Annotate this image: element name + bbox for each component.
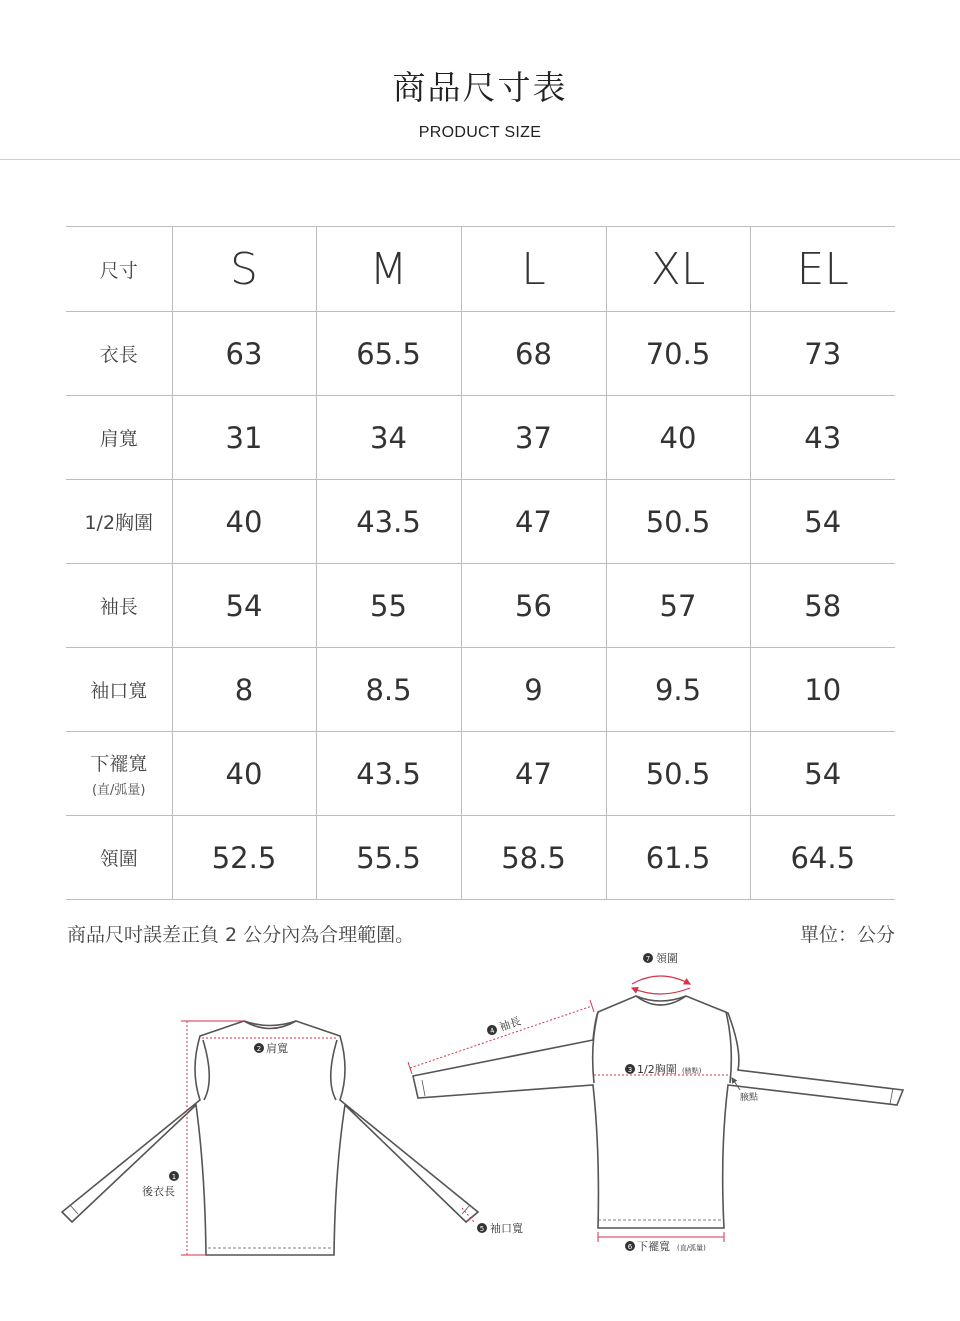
table-cell: 61.5	[606, 816, 750, 900]
table-cell: 47	[461, 732, 606, 816]
table-cell: 43.5	[316, 480, 461, 564]
table-cell: 31	[172, 396, 316, 480]
size-col-header: L	[461, 227, 606, 312]
size-corner-label: 尺寸	[66, 227, 172, 312]
size-col-header: M	[316, 227, 461, 312]
cuff-num: 5	[479, 1225, 485, 1233]
table-cell: 64.5	[750, 816, 895, 900]
row-label	[66, 564, 172, 648]
table-row	[66, 480, 895, 564]
chest-num: 3	[627, 1066, 633, 1074]
page-subtitle: PRODUCT SIZE	[418, 124, 542, 141]
row-label	[66, 648, 172, 732]
table-row	[66, 564, 895, 648]
row-label	[66, 480, 172, 564]
hem-label: 下襬寬	[637, 1240, 670, 1253]
row-label	[66, 732, 172, 816]
table-cell: 9.5	[606, 648, 750, 732]
size-header-row	[66, 227, 895, 312]
table-cell: 54	[750, 480, 895, 564]
shirt-front-outline	[413, 996, 903, 1228]
unit-label: 單位：公分	[799, 924, 895, 946]
table-cell: 70.5	[606, 312, 750, 396]
table-cell: 54	[172, 564, 316, 648]
row-label-text: 肩寬	[99, 428, 138, 450]
row-label-text: 領圍	[99, 848, 138, 870]
table-row	[66, 648, 895, 732]
table-row	[66, 816, 895, 900]
shoulder-label: 肩寬	[266, 1042, 288, 1055]
chest-sublabel: (腋點)	[682, 1067, 702, 1075]
row-label-text: 下襬寬	[90, 753, 148, 775]
row-label	[66, 396, 172, 480]
table-cell: 9	[461, 648, 606, 732]
shirt-back-outline	[62, 1021, 478, 1255]
size-col-header: XL	[606, 227, 750, 312]
table-row	[66, 396, 895, 480]
size-table	[66, 226, 895, 900]
measurement-diagram	[0, 940, 960, 1321]
table-cell: 68	[461, 312, 606, 396]
neck-label: 領圍	[656, 952, 678, 965]
back-length-marker	[181, 1021, 245, 1255]
size-col-header: EL	[750, 227, 895, 312]
table-cell: 8.5	[316, 648, 461, 732]
table-cell: 34	[316, 396, 461, 480]
table-cell: 63	[172, 312, 316, 396]
table-cell: 8	[172, 648, 316, 732]
back-length-num: 1	[171, 1173, 177, 1181]
table-cell: 37	[461, 396, 606, 480]
sleeve-num: 4	[488, 1026, 496, 1036]
row-label-text: 袖長	[99, 596, 138, 618]
row-label	[66, 816, 172, 900]
table-cell: 58	[750, 564, 895, 648]
cuff-label: 袖口寬	[490, 1222, 523, 1235]
hem-sublabel: (直/弧量)	[677, 1244, 706, 1252]
table-cell: 40	[172, 732, 316, 816]
table-cell: 43.5	[316, 732, 461, 816]
shoulder-num: 2	[256, 1045, 262, 1053]
table-cell: 55.5	[316, 816, 461, 900]
table-cell: 55	[316, 564, 461, 648]
table-cell: 47	[461, 480, 606, 564]
row-label-subtext: (直/弧量)	[91, 783, 146, 798]
table-cell: 10	[750, 648, 895, 732]
header-divider	[0, 159, 960, 160]
row-label	[66, 312, 172, 396]
row-label-text: 1/2胸圍	[84, 512, 154, 534]
table-cell: 50.5	[606, 480, 750, 564]
neck-num: 7	[645, 955, 651, 963]
sleeve-label: 袖長	[497, 1014, 523, 1035]
table-cell: 73	[750, 312, 895, 396]
sleeve-annotation	[485, 1014, 523, 1039]
table-cell: 40	[172, 480, 316, 564]
table-cell: 57	[606, 564, 750, 648]
armpit-pointer	[732, 1078, 740, 1090]
row-label-text: 袖口寬	[90, 680, 148, 702]
table-cell: 56	[461, 564, 606, 648]
tolerance-note: 商品尺吋誤差正負 2 公分內為合理範圍。	[67, 924, 415, 946]
table-cell: 43	[750, 396, 895, 480]
row-label-text: 衣長	[99, 344, 138, 366]
table-cell: 65.5	[316, 312, 461, 396]
sleeve-marker	[408, 1000, 594, 1074]
table-cell: 40	[606, 396, 750, 480]
armpit-label: 腋點	[740, 1093, 759, 1103]
table-cell: 58.5	[461, 816, 606, 900]
hem-num: 6	[627, 1243, 633, 1251]
chest-label: 1/2胸圍	[637, 1063, 677, 1076]
size-col-header: S	[172, 227, 316, 312]
back-length-label: 後衣長	[142, 1185, 175, 1198]
table-row	[66, 732, 895, 816]
table-row	[66, 312, 895, 396]
neck-marker	[632, 976, 690, 994]
table-cell: 52.5	[172, 816, 316, 900]
table-cell: 54	[750, 732, 895, 816]
table-cell: 50.5	[606, 732, 750, 816]
page-title: 商品尺寸表	[392, 68, 568, 107]
